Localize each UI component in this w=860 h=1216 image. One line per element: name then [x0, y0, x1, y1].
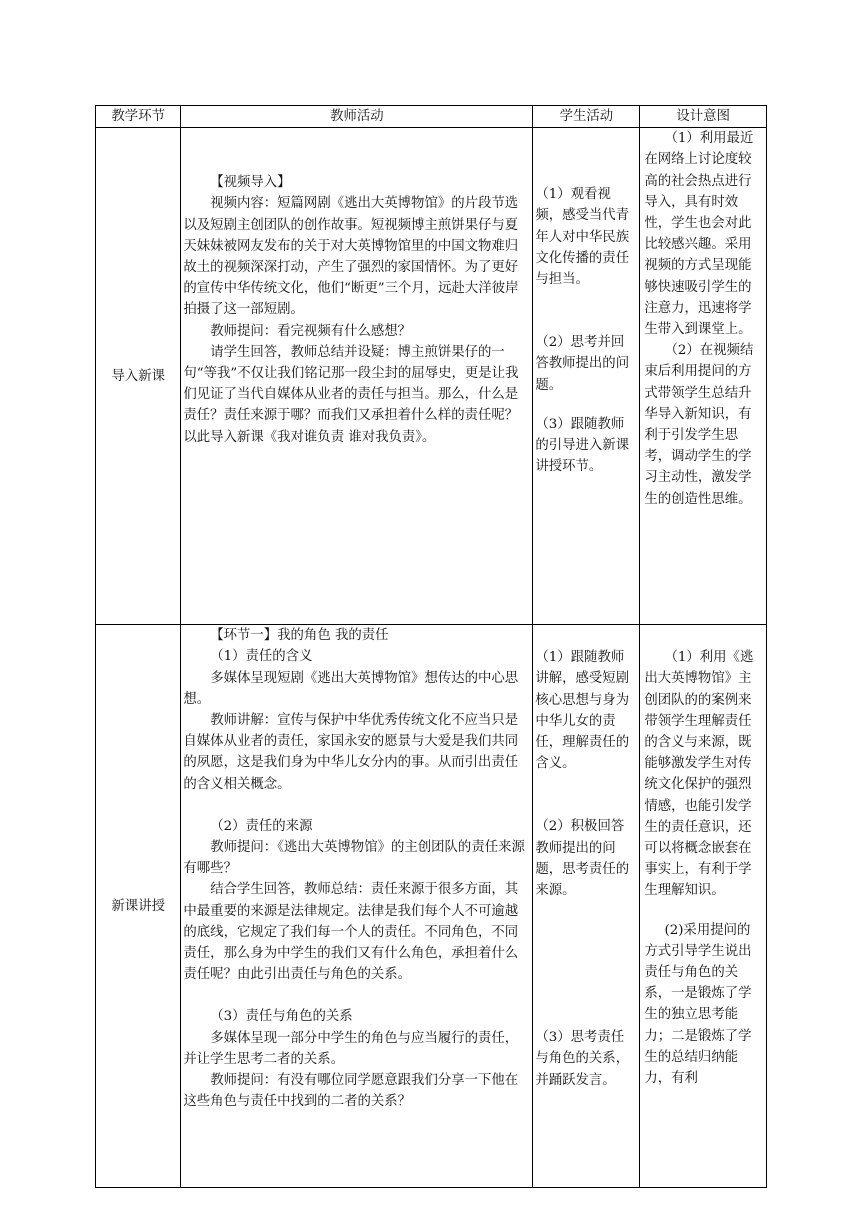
header-teacher-activity: 教师活动: [181, 106, 533, 128]
header-teaching-stage: 教学环节: [96, 106, 181, 128]
student-activity-cell: [533, 128, 640, 625]
teacher-activity-cell: [181, 128, 533, 625]
header-student-activity: 学生活动: [533, 106, 640, 128]
design-intent-cell: [640, 128, 767, 625]
design-intent-cell: [640, 625, 767, 1188]
teacher-subheading: （1）责任的含义: [210, 649, 313, 665]
teacher-subheading: （3）责任与角色的关系: [210, 1009, 353, 1025]
section-cell: 导入新课: [96, 128, 181, 625]
teacher-paragraph: 视频内容：短篇网剧《逃出大英博物馆》的片段节选以及短剧主创团队的创作故事。短视频博主煎饼果仔与夏天妹妹被网友发布的关于对大英博物馆里的中国文物难归故土的视频深深打动，产生了强烈的家国情怀。为了更好的宣传中华传统文化，他们“断更”三个月，远赴大洋彼岸拍摄了这一部短剧。: [183, 196, 519, 318]
table-row: [96, 128, 767, 625]
student-paragraph: （1）观看视频，感受当代青年人对中华民族文化传播的责任与担当。: [535, 187, 630, 288]
design-paragraph: （1）利用最近在网络上讨论度较高的社会热点进行导入，具有时效性，学生也会对此比较感兴趣。采用视频的方式呈现能够快速吸引学生的注意力，迅速将学生带入到课堂上。: [644, 131, 754, 338]
header-design-intent: 设计意图: [640, 106, 767, 128]
design-paragraph: (2)采用提问的方式引导学生说出责任与角色的关系，一是锻炼了学生的独立思考能力；二是锻炼了学生的总结归纳能力，有利: [644, 922, 752, 1087]
teacher-paragraph: 教师提问：有没有哪位同学愿意跟我们分享一下他在这些角色与责任中找到的二者的关系？: [183, 1073, 519, 1110]
teacher-paragraph: 多媒体呈现短剧《逃出大英博物馆》想传达的中心思想。: [183, 670, 519, 707]
design-paragraph: （1）利用《逃出大英博物馆》主创团队的的案例来带领学生理解责任的含义与来源，既能够激发学生对传统文化保护的强烈情感，也能引发学生的责任意识，还可以将概念嵌套在事实上，有利于学生理解知识。: [644, 650, 754, 899]
teacher-paragraph: 请学生回答，教师总结并设疑：博主煎饼果仔的一句“等我”不仅让我们铭记那一段尘封的屈辱史，更是让我们见证了当代自媒体从业者的责任与担当。那么，什么是责任？责任来源于哪？而我们又承担着什么样的责任呢？以此导入新课《我对谁负责 谁对我负责》。: [183, 344, 519, 445]
teacher-paragraph: 多媒体呈现一部分中学生的角色与应当履行的责任，并让学生思考二者的关系。: [183, 1030, 519, 1067]
design-paragraph: （2）在视频结束后利用提问的方式带领学生总结升华导入新知识，有利于引发学生思考，调动学生的学习主动性，激发学生的创造性思维。: [644, 343, 754, 507]
student-paragraph: （1）跟随教师讲解，感受短剧核心思想与身为中华儿女的责任，理解责任的含义。: [535, 650, 630, 772]
teacher-activity-cell: [181, 625, 533, 1188]
student-paragraph: （2）思考并回答教师提出的问题。: [535, 335, 630, 393]
teacher-heading: 【环节一】我的角色 我的责任: [210, 628, 389, 644]
student-paragraph: （3）思考责任与角色的关系，并踊跃发言。: [535, 1030, 630, 1088]
student-activity-cell: [533, 625, 640, 1188]
table-row: [96, 625, 767, 1188]
lesson-plan-table: [95, 105, 767, 1188]
student-paragraph: （2）积极回答教师提出的问题，思考责任的来源。: [535, 819, 630, 899]
teacher-paragraph: 教师讲解：宣传与保护中华优秀传统文化不应当只是自媒体从业者的责任，家国永安的愿景与大爱是我们共同的夙愿，这是我们身为中华儿女分内的事。从而引出责任的含义相关概念。: [183, 713, 519, 792]
lesson-plan-page: [95, 105, 767, 1188]
table-header-row: [96, 106, 767, 128]
student-paragraph: （3）跟随教师的引导进入新课讲授环节。: [535, 416, 630, 475]
teacher-paragraph: 教师提问：《逃出大英博物馆》的主创团队的责任来源有哪些？: [183, 840, 525, 877]
teacher-paragraph: 教师提问：看完视频有什么感想？: [210, 323, 412, 339]
teacher-heading: 【视频导入】: [210, 175, 291, 191]
section-cell: 新课讲授: [96, 625, 181, 1188]
teacher-paragraph: 结合学生回答，教师总结：责任来源于很多方面，其中最重要的来源是法律规定。法律是我们每个人不可逾越的底线，它规定了我们每一个人的责任。不同角色，不同责任，那么身为中学生的我们又有什么角色，承担着什么责任呢？由此引出责任与角色的关系。: [183, 882, 519, 983]
teacher-subheading: （2）责任的来源: [210, 818, 313, 834]
